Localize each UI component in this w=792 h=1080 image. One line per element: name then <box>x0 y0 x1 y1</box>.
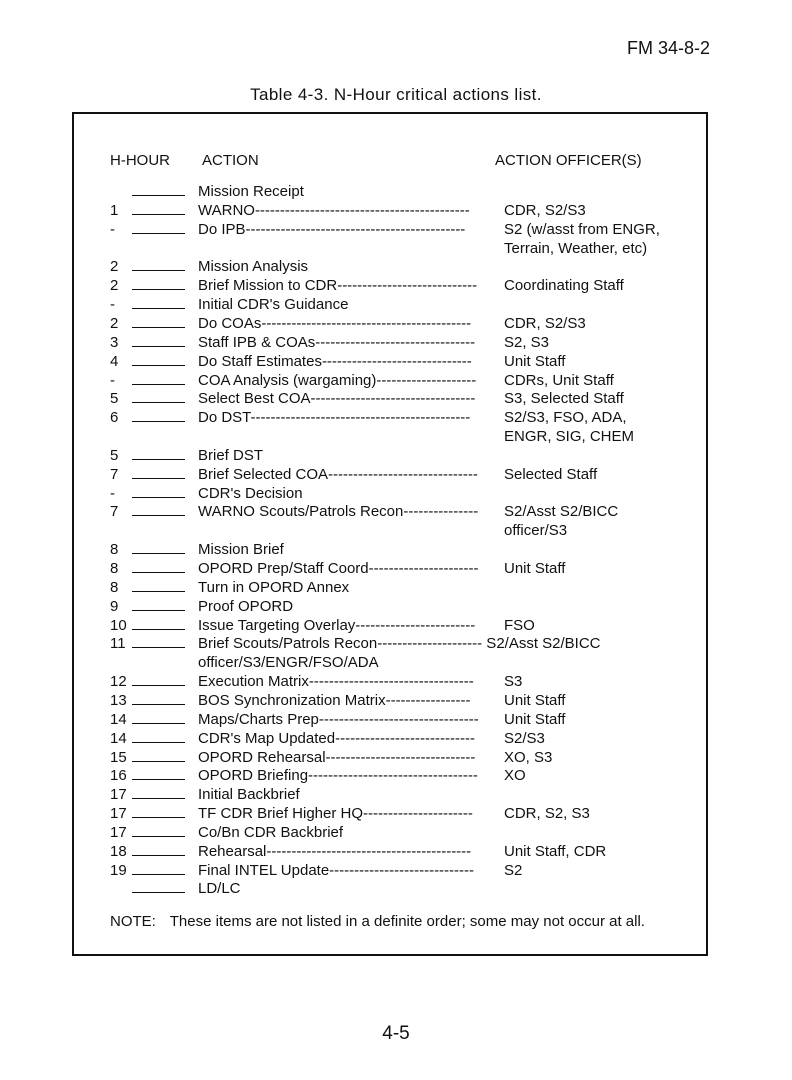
table-row <box>0 352 792 371</box>
check-blank-line <box>132 446 185 460</box>
check-blank-line <box>132 201 185 215</box>
column-header-action-officer: ACTION OFFICER(S) <box>495 152 642 169</box>
check-blank-line <box>132 729 185 743</box>
action-text: Mission Brief <box>198 541 284 559</box>
action-officer-text: ENGR, SIG, CHEM <box>504 428 635 446</box>
action-officer-text: S2 (w/asst from ENGR, <box>504 220 660 238</box>
table-row <box>0 521 792 540</box>
action-officer-text: CDR, S2/S3 <box>504 314 586 332</box>
table-row <box>0 408 792 427</box>
check-blank-line <box>132 597 185 611</box>
check-blank-line <box>132 408 185 422</box>
table-row <box>0 559 792 578</box>
table-row <box>0 484 792 503</box>
action-text: Rehearsal----------------------------------------- <box>198 842 472 860</box>
table-row <box>0 389 792 408</box>
column-header-h-hour: H-HOUR <box>110 152 170 169</box>
action-text: OPORD Briefing---------------------------------- <box>198 767 478 785</box>
h-hour-value: 2 <box>110 314 119 332</box>
action-text: WARNO------------------------------------------- <box>198 201 470 219</box>
action-officer-text: Unit Staff <box>504 710 566 728</box>
action-text: OPORD Rehearsal------------------------------ <box>198 748 476 766</box>
action-text: Mission Receipt <box>198 183 304 200</box>
action-text: Turn in OPORD Annex <box>198 578 350 596</box>
table-row <box>0 257 792 276</box>
h-hour-value: 5 <box>110 446 119 464</box>
h-hour-value: - <box>110 371 115 389</box>
action-text: Brief DST <box>198 446 264 464</box>
check-blank-line <box>132 804 185 818</box>
action-text: TF CDR Brief Higher HQ---------------------- <box>198 805 473 823</box>
action-officer-text: Selected Staff <box>504 465 598 483</box>
action-text: Proof OPORD <box>198 597 294 615</box>
check-blank-line <box>132 766 185 780</box>
h-hour-value: 2 <box>110 258 119 276</box>
check-blank-line <box>132 389 185 403</box>
action-officer-text: XO <box>504 767 526 785</box>
table-row <box>0 691 792 710</box>
check-blank-line <box>132 823 185 837</box>
check-blank-line <box>132 748 185 762</box>
action-text: Staff IPB & COAs-------------------------------- <box>198 333 476 351</box>
action-officer-text: S2 <box>504 861 523 879</box>
action-text: Do IPB-------------------------------------------- <box>198 220 466 238</box>
action-text: WARNO Scouts/Patrols Recon--------------- <box>198 503 479 521</box>
h-hour-value: 7 <box>110 465 119 483</box>
h-hour-value: 18 <box>110 842 127 860</box>
action-text: Brief Mission to CDR---------------------------- <box>198 277 478 295</box>
action-text: Co/Bn CDR Backbrief <box>198 823 344 841</box>
check-blank-line <box>132 314 185 328</box>
check-blank-line <box>132 484 185 498</box>
table-row <box>0 597 792 616</box>
h-hour-value: 1 <box>110 201 119 219</box>
h-hour-value: 12 <box>110 673 127 691</box>
check-blank-line <box>132 352 185 366</box>
h-hour-value: 11 <box>110 635 126 653</box>
action-officer-text: officer/S3 <box>504 522 568 540</box>
action-text: Mission Analysis <box>198 258 309 276</box>
h-hour-value: 8 <box>110 541 119 559</box>
check-blank-line <box>132 672 185 686</box>
action-text: BOS Synchronization Matrix----------------- <box>198 691 471 709</box>
h-hour-value: 3 <box>110 333 119 351</box>
action-text: Issue Targeting Overlay------------------------ <box>198 616 476 634</box>
table-row <box>0 502 792 521</box>
h-hour-value: 16 <box>110 767 127 785</box>
note-label: NOTE: <box>110 913 156 930</box>
h-hour-value: 8 <box>110 578 119 596</box>
action-officer-text: Unit Staff <box>504 560 566 577</box>
table-row <box>0 766 792 785</box>
action-text: OPORD Prep/Staff Coord---------------------- <box>198 560 479 577</box>
page-number: 4-5 <box>382 1023 410 1044</box>
h-hour-value: 14 <box>110 729 127 747</box>
action-text: Brief Selected COA------------------------------ <box>198 465 478 483</box>
action-text: officer/S3/ENGR/FSO/ADA <box>198 654 379 672</box>
table-row <box>0 823 792 842</box>
table-row <box>0 879 792 898</box>
h-hour-value: 19 <box>110 861 127 879</box>
h-hour-value: 4 <box>110 352 119 370</box>
check-blank-line <box>132 182 185 196</box>
h-hour-value: 2 <box>110 277 119 295</box>
action-text: Do Staff Estimates------------------------------ <box>198 352 472 370</box>
table-row <box>0 276 792 295</box>
action-officer-text: S3 <box>504 673 523 691</box>
action-officer-text: CDR, S2, S3 <box>504 805 590 823</box>
h-hour-value: 8 <box>110 560 119 577</box>
h-hour-value: 9 <box>110 597 119 615</box>
action-officer-text: Unit Staff <box>504 691 566 709</box>
action-officer-text: Unit Staff <box>504 352 566 370</box>
table-row <box>0 220 792 239</box>
action-text: Maps/Charts Prep-------------------------------- <box>198 710 479 728</box>
table-row <box>0 295 792 314</box>
table-row <box>0 201 792 220</box>
action-officer-text: Coordinating Staff <box>504 277 624 295</box>
action-officer-text: CDRs, Unit Staff <box>504 371 614 389</box>
table-row <box>0 540 792 559</box>
action-text: Execution Matrix--------------------------------- <box>198 673 474 691</box>
action-text: LD/LC <box>198 880 241 898</box>
check-blank-line <box>132 465 185 479</box>
table-row <box>0 861 792 880</box>
check-blank-line <box>132 502 185 516</box>
check-blank-line <box>132 710 185 724</box>
action-officer-text: S2/S3 <box>504 729 545 747</box>
check-blank-line <box>132 879 185 893</box>
table-row <box>0 842 792 861</box>
check-blank-line <box>132 257 185 271</box>
table-row <box>0 578 792 597</box>
action-officer-text: FSO <box>504 616 535 634</box>
action-text: CDR's Map Updated---------------------------- <box>198 729 475 747</box>
h-hour-value: - <box>110 296 115 314</box>
check-blank-line <box>132 861 185 875</box>
action-text: CDR's Decision <box>198 484 303 502</box>
action-officer-text: S2, S3 <box>504 333 550 351</box>
table-note <box>110 913 645 930</box>
h-hour-value: 5 <box>110 390 119 408</box>
action-text: Final INTEL Update----------------------------- <box>198 861 475 879</box>
action-officer-text: Unit Staff, CDR <box>504 842 607 860</box>
check-blank-line <box>132 691 185 705</box>
table-row <box>0 465 792 484</box>
action-text: Initial Backbrief <box>198 786 300 804</box>
action-officer-text: Terrain, Weather, etc) <box>504 239 648 257</box>
table-row <box>0 371 792 390</box>
check-blank-line <box>132 842 185 856</box>
h-hour-value: - <box>110 220 115 238</box>
h-hour-value: 7 <box>110 503 119 521</box>
h-hour-value: 17 <box>110 805 127 823</box>
check-blank-line <box>132 276 185 290</box>
check-blank-line <box>132 578 185 592</box>
check-blank-line <box>132 616 185 630</box>
table-row <box>0 729 792 748</box>
h-hour-value: - <box>110 484 115 502</box>
action-text: Do COAs------------------------------------------ <box>198 314 472 332</box>
check-blank-line <box>132 634 185 648</box>
check-blank-line <box>132 220 185 234</box>
table-row <box>0 710 792 729</box>
action-text: COA Analysis (wargaming)-------------------- <box>198 371 477 389</box>
action-officer-text: XO, S3 <box>504 748 553 766</box>
h-hour-value: 17 <box>110 786 127 804</box>
table-row <box>0 672 792 691</box>
check-blank-line <box>132 785 185 799</box>
check-blank-line <box>132 540 185 554</box>
action-text: Initial CDR's Guidance <box>198 296 349 314</box>
action-officer-text: S3, Selected Staff <box>504 390 624 408</box>
action-officer-text: CDR, S2/S3 <box>504 201 586 219</box>
document-id: FM 34-8-2 <box>626 38 710 58</box>
note-text: These items are not listed in a definite order; some may not occur at all. <box>169 913 645 930</box>
h-hour-value: 10 <box>110 616 127 634</box>
table-caption: Table 4-3. N-Hour critical actions list. <box>250 85 542 104</box>
check-blank-line <box>132 295 185 309</box>
table-row <box>0 182 792 201</box>
table-row <box>0 804 792 823</box>
column-header-action: ACTION <box>202 152 259 169</box>
table-row <box>0 634 792 653</box>
action-officer-text: S2/Asst S2/BICC <box>504 503 619 521</box>
h-hour-value: 15 <box>110 748 127 766</box>
table-row <box>0 748 792 767</box>
table-row <box>0 427 792 446</box>
action-text: Brief Scouts/Patrols Recon--------------------- S2/Asst S2/BICC <box>198 635 601 653</box>
table-row <box>0 314 792 333</box>
h-hour-value: 17 <box>110 823 127 841</box>
table-row <box>0 616 792 635</box>
table-row <box>0 446 792 465</box>
table-row <box>0 653 792 672</box>
h-hour-value: 14 <box>110 710 127 728</box>
table-row <box>0 333 792 352</box>
table-row <box>0 239 792 258</box>
h-hour-value: 6 <box>110 409 119 427</box>
table-row <box>0 785 792 804</box>
action-text: Do DST-------------------------------------------- <box>198 409 471 427</box>
action-text: Select Best COA--------------------------------- <box>198 390 476 408</box>
check-blank-line <box>132 333 185 347</box>
check-blank-line <box>132 559 185 573</box>
h-hour-value: 13 <box>110 691 127 709</box>
check-blank-line <box>132 371 185 385</box>
action-officer-text: S2/S3, FSO, ADA, <box>504 409 627 427</box>
